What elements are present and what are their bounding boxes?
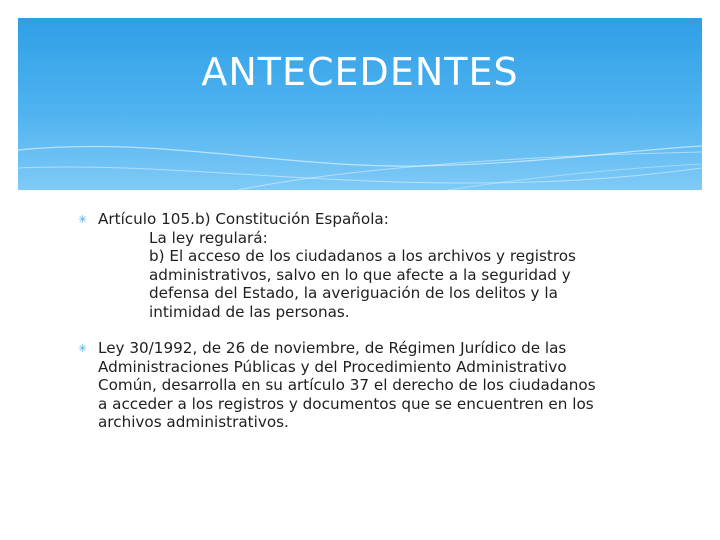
- asterisk-bullet-icon: ✳: [78, 213, 88, 226]
- bullet-line: La ley regulará:: [149, 228, 268, 247]
- asterisk-bullet-icon: ✳: [78, 342, 88, 355]
- slide-content: [78, 210, 648, 432]
- title-banner: [18, 18, 702, 190]
- bullet-line: Común, desarrolla en su artículo 37 el derecho de los ciudadanos: [98, 376, 596, 394]
- bullet-line: a acceder a los registros y documentos que se encuentren en los: [98, 394, 594, 413]
- bullet-line: Ley 30/1992, de 26 de noviembre, de Régimen Jurídico de las: [98, 339, 567, 357]
- bullet-line: administrativos, salvo en lo que afecte a la seguridad y: [149, 265, 571, 284]
- bullet-line: intimidad de las personas.: [149, 302, 350, 321]
- bullet-item-constitucion: [78, 210, 648, 321]
- bullet-heading: Artículo 105.b) Constitución Española:: [98, 210, 389, 228]
- slide-title: ANTECEDENTES: [201, 50, 519, 94]
- bullet-line: b) El acceso de los ciudadanos a los archivos y registros: [149, 247, 576, 265]
- bullet-line: Administraciones Públicas y del Procedimiento Administrativo: [98, 357, 567, 376]
- bullet-line: defensa del Estado, la averiguación de los delitos y la: [149, 284, 558, 302]
- bullet-item-ley-30-1992: [78, 339, 648, 432]
- bullet-line: archivos administrativos.: [98, 413, 289, 431]
- banner-wave-decoration: [18, 18, 702, 190]
